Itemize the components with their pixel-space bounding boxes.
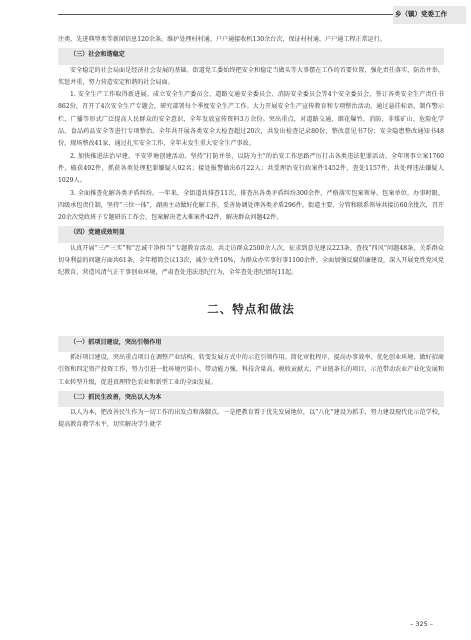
section3-heading: （三）社会和谐稳定 xyxy=(70,51,125,59)
livelihood-paragraph: 以人为本，把改善民生作为一切工作的出发点和落脚点。一是把教育置于优先发展地位，以“八化”建设为抓手，努力建设现代化示范学校，提高教育教学水平，切实解决学生就学 xyxy=(58,409,444,429)
intro-paragraph: 注类、先进典型类等新闻信息120余条。维护处理村村通、户户通接收机130余台次，保证村村通、户户通工程正常运行。 xyxy=(58,36,386,43)
dispute-resolution-paragraph: 3. 全面推查化解各类矛盾纠纷。一年来，全街道共排查11次，排查出各类矛盾纠纷300余件，严格落实包案领导、包案单位，办事时限、四级承包责任制，坚持“三位一体”，湖南主动做好化解工作，妥善协调处理各类矛盾296件。街道主要、分管和联系领导共接访60余批次，召开20余次党政班子专题研访工作会，包案解决老大难案件42件，解决群众问题42件。 xyxy=(58,189,444,222)
header-rule xyxy=(58,14,393,15)
ch2-s2-heading: （二）抓民生改善，突出以人为本 xyxy=(70,393,162,401)
ch2-s1-heading: （一）抓项目建设，突出引领作用 xyxy=(70,338,162,346)
chapter-title: 二、特点和做法 xyxy=(207,301,295,316)
section4-heading: （四）党建成效明显 xyxy=(70,229,125,237)
page-number: – 325 – xyxy=(410,620,434,628)
party-building-paragraph: 认真开展“三严三实”和“忠诚干净担当”专题教育活动，共走访群众2500余人次，征求到意见建议223条，查找“四风”问题48条，关系群众切身利益的问题方面共61条，全年精简会议13次，减少文件10%，为群众办实事好事1100余件，全面加强反腐倡廉建设，深入开展党性党风党纪教育，营造风清气正干事创业环境，严肃查处违法违纪行为，全年查处违纪情况11起。 xyxy=(58,244,444,277)
safety-production-paragraph: 1. 安全生产工作取得新进展。成立安全生产委员会、道路交通安全委员会、消防安全委员会等4个安全委员会，签订各类安全生产责任书862份，召开了4次安全生产专题会，研究部署每个季度安全生产工作。大力开展安全生产宣传教育和专项整治活动，通过悬挂标语、制作警示栏、广播等形式广泛提高人民群众的安全意识，全年发放宣传资料3万余份。突出重点，对道路交通、烟花爆竹、消防、非煤矿山、危险化学品、食品药品安全等进行专项整治，全年共开展各类安全大检查超过20次，共发出检查记录80份，整改意见书7份；安全隐患整改通知书48份，现场整改41家，通过扎实安全工作，全年未发生重大安全生产事故。 xyxy=(58,91,444,148)
running-header: 乡（镇）党委工作 xyxy=(395,10,447,18)
section-heading-projects xyxy=(58,336,444,352)
section-heading-livelihood xyxy=(58,391,444,407)
public-security-paragraph: 2. 加快推进法治早建、平安罗塘创建活动。坚持“打防并举，以防为主”的治安工作思路严厉打击各类违法犯罪活动。全年刑事立案1760件，破获492件，抓获各类处理犯罪嫌疑人92名；接处报警做出6月22人；共受理治安行政案件1452件，查处1157件，共处理违法嫌疑人1029人。 xyxy=(58,152,444,185)
section3-intro: 安全稳定的社会局面是经济社会发展的基础。街道党工委始终把安全和稳定当做头等大事摆在工作的首要位置，强化责任落实，防治并举，奖惩并重，努力营造安定和谐的社会局面。 xyxy=(58,66,444,86)
projects-paragraph: 抓好项目建设，突出重点项目在调整产业结构、转变发展方式中的示范引领作用。简化审批程序、提高办事效率、优化创业环境，做好招商引资和四定资产投资工作，努力引进一批环境污染小、带动能力强、科技含量高、税收贡献大、产业链条长的项目，示范带动农业产业化发展和工业转型升级，促进真理特色农业和新型工业的全面发展。 xyxy=(58,353,444,386)
page-body xyxy=(58,34,444,432)
section-heading-social-stability xyxy=(58,48,444,64)
section-heading-party-building xyxy=(58,226,444,242)
